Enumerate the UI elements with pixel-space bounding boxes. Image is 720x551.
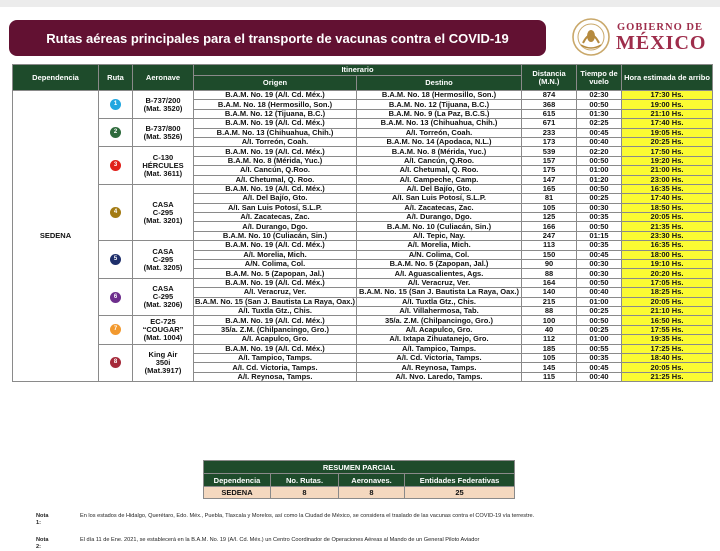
distance-cell: 105 xyxy=(522,353,577,362)
national-seal-icon xyxy=(571,17,611,57)
table-row xyxy=(13,91,713,100)
destination-cell: B.A.M. No. 9 (La Paz, B.C.S.) xyxy=(357,109,522,118)
aircraft-line: B-737/800 xyxy=(145,123,181,133)
aircraft-cell xyxy=(133,316,194,344)
arrival-time-cell: 17:25 Hs. xyxy=(622,344,713,353)
route-number-cell xyxy=(99,278,133,316)
table-row xyxy=(13,278,713,287)
arrival-time-cell: 20:25 Hs. xyxy=(622,137,713,146)
distance-cell: 90 xyxy=(522,260,577,269)
route-badge-icon: 3 xyxy=(110,160,121,171)
origin-cell: A/I. Cancún, Q.Roo. xyxy=(194,166,357,175)
distance-cell: 175 xyxy=(522,166,577,175)
arrival-time-cell: 21:10 Hs. xyxy=(622,109,713,118)
aircraft-cell xyxy=(133,344,194,382)
destination-cell: A/I. Torreón, Coah. xyxy=(357,128,522,137)
distance-cell: 185 xyxy=(522,344,577,353)
destination-cell: A/I. Morelia, Mich. xyxy=(357,241,522,250)
flight-time-cell: 00:50 xyxy=(577,278,622,287)
route-badge-icon: 2 xyxy=(110,127,121,138)
summary-value-entidades: 25 xyxy=(405,487,515,499)
route-number-cell xyxy=(99,91,133,119)
header-tiempo: Tiempo de vuelo xyxy=(577,65,622,91)
flight-time-cell: 00:30 xyxy=(577,260,622,269)
summary-header-entidades: Entidades Federativas xyxy=(405,474,515,487)
origin-cell: B.A.M. No. 13 (Chihuahua, Chih.) xyxy=(194,128,357,137)
logo-line-1: GOBIERNO DE xyxy=(617,22,703,33)
destination-cell: B.A.M. No. 13 (Chihuahua, Chih.) xyxy=(357,119,522,128)
header-hora: Hora estimada de arribo xyxy=(622,65,713,91)
flight-time-cell: 00:50 xyxy=(577,316,622,325)
origin-cell: A/I. Durango, Dgo. xyxy=(194,222,357,231)
flight-time-cell: 00:35 xyxy=(577,353,622,362)
header-ruta: Ruta xyxy=(99,65,133,91)
arrival-time-cell: 20:20 Hs. xyxy=(622,269,713,278)
summary-title: RESUMEN PARCIAL xyxy=(204,461,515,474)
destination-cell: A/N. Colima, Col. xyxy=(357,250,522,259)
header-aeronave: Aeronave xyxy=(133,65,194,91)
distance-cell: 40 xyxy=(522,325,577,334)
aircraft-line: CASA xyxy=(152,199,174,209)
distance-cell: 233 xyxy=(522,128,577,137)
table-row xyxy=(13,147,713,156)
origin-cell: B.A.M. No. 18 (Hermosillo, Son.) xyxy=(194,100,357,109)
arrival-time-cell: 17:30 Hs. xyxy=(622,91,713,100)
origin-cell: B.A.M. No. 19 (A/I. Cd. Méx.) xyxy=(194,316,357,325)
flight-time-cell: 00:40 xyxy=(577,372,622,381)
arrival-time-cell: 17:55 Hs. xyxy=(622,325,713,334)
summary-value-rutas: 8 xyxy=(271,487,339,499)
aircraft-cell xyxy=(133,184,194,240)
aircraft-line: (Mat. 3206) xyxy=(143,300,183,310)
aircraft-line: 350i xyxy=(155,357,171,367)
origin-cell: B.A.M. No. 19 (A/I. Cd. Méx.) xyxy=(194,119,357,128)
aircraft-cell xyxy=(133,278,194,316)
arrival-time-cell: 21:10 Hs. xyxy=(622,306,713,315)
route-badge-icon: 1 xyxy=(110,99,121,110)
logo-line-2: MÉXICO xyxy=(616,32,707,54)
route-badge-icon: 7 xyxy=(110,324,121,335)
arrival-time-cell: 20:05 Hs. xyxy=(622,213,713,222)
flight-time-cell: 02:30 xyxy=(577,91,622,100)
distance-cell: 247 xyxy=(522,231,577,240)
destination-cell: A/I. Veracruz, Ver. xyxy=(357,278,522,287)
aircraft-line: (Mat. 3205) xyxy=(143,262,183,272)
origin-cell: A/I. Zacatecas, Zac. xyxy=(194,213,357,222)
route-badge-icon: 4 xyxy=(110,207,121,218)
distance-cell: 164 xyxy=(522,278,577,287)
aircraft-line: (Mat. 3611) xyxy=(143,168,183,178)
distance-cell: 215 xyxy=(522,297,577,306)
arrival-time-cell: 23:30 Hs. xyxy=(622,231,713,240)
arrival-time-cell: 17:40 Hs. xyxy=(622,194,713,203)
destination-cell: B.A.M. No. 5 (Zapopan, Jal.) xyxy=(357,260,522,269)
aircraft-line: C-295 xyxy=(152,292,174,302)
route-number-cell xyxy=(99,119,133,147)
origin-cell: A/I. Cd. Victoria, Tamps. xyxy=(194,363,357,372)
aircraft-line: CASA xyxy=(152,284,174,294)
route-badge-icon: 8 xyxy=(110,357,121,368)
destination-cell: A/I. Nvo. Laredo, Tamps. xyxy=(357,372,522,381)
arrival-time-cell: 16:35 Hs. xyxy=(622,184,713,193)
flight-time-cell: 00:30 xyxy=(577,269,622,278)
route-number-cell xyxy=(99,316,133,344)
arrival-time-cell: 20:05 Hs. xyxy=(622,297,713,306)
destination-cell: A/I. Reynosa, Tamps. xyxy=(357,363,522,372)
distance-cell: 539 xyxy=(522,147,577,156)
table-row xyxy=(13,344,713,353)
aircraft-cell xyxy=(133,241,194,279)
flight-time-cell: 01:20 xyxy=(577,175,622,184)
origin-cell: A/I. Torreón, Coah. xyxy=(194,137,357,146)
summary-header-aeronaves: Aeronaves. xyxy=(339,474,405,487)
flight-time-cell: 01:00 xyxy=(577,335,622,344)
origin-cell: B.A.M. No. 15 (San J. Bautista La Raya, Oax.) xyxy=(195,297,356,306)
distance-cell: 165 xyxy=(522,184,577,193)
distance-cell: 125 xyxy=(522,213,577,222)
aircraft-line: (Mat. 3201) xyxy=(143,215,183,225)
destination-cell: A/I. Durango, Dgo. xyxy=(357,213,522,222)
origin-cell: B.A.M. No. 19 (A/I. Cd. Méx.) xyxy=(194,184,357,193)
flight-time-cell: 00:40 xyxy=(577,137,622,146)
destination-cell: A/I. Villahermosa, Tab. xyxy=(357,306,522,315)
aircraft-cell xyxy=(133,91,194,119)
arrival-time-cell: 19:20 Hs. xyxy=(622,156,713,165)
aircraft-line: HÉRCULES xyxy=(142,160,184,170)
destination-cell: A/I. Tuxtla Gtz., Chis. xyxy=(357,297,522,306)
distance-cell: 615 xyxy=(522,109,577,118)
header-dependencia: Dependencia xyxy=(13,65,99,91)
distance-cell: 157 xyxy=(522,156,577,165)
origin-cell: B.A.M. No. 19 (A/I. Cd. Méx.) xyxy=(194,344,357,353)
arrival-time-cell: 21:25 Hs. xyxy=(622,372,713,381)
route-badge-icon: 6 xyxy=(110,292,121,303)
aircraft-line: (Mat. 1004) xyxy=(143,332,183,342)
destination-cell: A/I. Tepic, Nay. xyxy=(357,231,522,240)
destination-cell: B.A.M. No. 8 (Mérida, Yuc.) xyxy=(357,147,522,156)
route-number-cell xyxy=(99,147,133,185)
flight-time-cell: 01:00 xyxy=(577,166,622,175)
flight-time-cell: 00:35 xyxy=(577,213,622,222)
origin-cell: 35/a. Z.M. (Chilpancingo, Gro.) xyxy=(194,325,357,334)
arrival-time-cell: 19:10 Hs. xyxy=(622,260,713,269)
destination-cell: A/I. Tampico, Tamps. xyxy=(357,344,522,353)
arrival-time-cell: 16:50 Hs. xyxy=(622,316,713,325)
table-row xyxy=(13,241,713,250)
arrival-time-cell: 18:40 Hs. xyxy=(622,353,713,362)
origin-cell: B.A.M. No. 10 (Culiacán, Sin.) xyxy=(194,231,357,240)
summary-table xyxy=(203,460,515,499)
flight-time-cell: 00:30 xyxy=(577,203,622,212)
destination-cell: 35/a. Z.M. (Chilpancingo, Gro.) xyxy=(357,316,522,325)
distance-cell: 88 xyxy=(522,269,577,278)
table-row xyxy=(13,316,713,325)
flight-time-cell: 02:25 xyxy=(577,119,622,128)
flight-time-cell: 00:25 xyxy=(577,306,622,315)
flight-time-cell: 00:50 xyxy=(577,100,622,109)
distance-cell: 368 xyxy=(522,100,577,109)
distance-cell: 147 xyxy=(522,175,577,184)
arrival-time-cell: 19:35 Hs. xyxy=(622,335,713,344)
table-row xyxy=(13,184,713,193)
destination-cell: B.A.M. No. 14 (Apodaca, N.L.) xyxy=(357,137,522,146)
aircraft-line: C-295 xyxy=(152,254,174,264)
destination-cell: A/I. San Luis Potosí, S.L.P. xyxy=(357,194,522,203)
aircraft-line: King Air xyxy=(148,349,178,359)
flight-time-cell: 00:40 xyxy=(577,288,622,297)
distance-cell: 113 xyxy=(522,241,577,250)
destination-cell: B.A.M. No. 12 (Tijuana, B.C.) xyxy=(357,100,522,109)
flight-time-cell: 01:15 xyxy=(577,231,622,240)
distance-cell: 105 xyxy=(522,203,577,212)
distance-cell: 88 xyxy=(522,306,577,315)
flight-time-cell: 00:25 xyxy=(577,325,622,334)
flight-time-cell: 00:25 xyxy=(577,194,622,203)
destination-cell: A/I. Ixtapa Zihuatanejo, Gro. xyxy=(357,335,522,344)
flight-time-cell: 00:55 xyxy=(577,344,622,353)
arrival-time-cell: 23:00 Hs. xyxy=(622,175,713,184)
header-origen: Origen xyxy=(194,75,357,90)
flight-time-cell: 00:45 xyxy=(577,363,622,372)
destination-cell: A/I. Del Bajío, Gto. xyxy=(357,184,522,193)
flight-time-cell: 02:20 xyxy=(577,147,622,156)
gobierno-de-mexico-logo xyxy=(571,17,711,57)
aircraft-line: C-295 xyxy=(152,207,174,217)
aircraft-cell xyxy=(133,119,194,147)
arrival-time-cell: 18:00 Hs. xyxy=(622,250,713,259)
summary-header-rutas: No. Rutas. xyxy=(271,474,339,487)
aircraft-cell xyxy=(133,147,194,185)
origin-cell: B.A.M. No. 8 (Mérida, Yuc.) xyxy=(194,156,357,165)
origin-cell: B.A.M. No. 5 (Zapopan, Jal.) xyxy=(194,269,357,278)
flight-time-cell: 01:30 xyxy=(577,109,622,118)
distance-cell: 140 xyxy=(522,288,577,297)
origin-cell: B.A.M. No. 19 (A/I. Cd. Méx.) xyxy=(194,241,357,250)
distance-cell: 112 xyxy=(522,335,577,344)
distance-cell: 81 xyxy=(522,194,577,203)
arrival-time-cell: 21:35 Hs. xyxy=(622,222,713,231)
aircraft-line: (Mat. 3526) xyxy=(143,131,183,141)
origin-cell: B.A.M. No. 19 (A/I. Cd. Méx.) xyxy=(194,91,357,100)
destination-cell: A/I. Cancún, Q.Roo. xyxy=(357,156,522,165)
document-title: Rutas aéreas principales para el transporte de vacunas contra el COVID-19 xyxy=(46,30,509,46)
flight-time-cell: 01:00 xyxy=(577,297,622,306)
origin-cell: A/I. Tuxtla Gtz., Chis. xyxy=(194,306,357,315)
summary-value-aeronaves: 8 xyxy=(339,487,405,499)
note-1-label: Nota 1: xyxy=(36,513,49,526)
routes-body xyxy=(13,91,713,382)
destination-cell: A/I. Acapulco, Gro. xyxy=(357,325,522,334)
destination-cell: A/I. Campeche, Camp. xyxy=(357,175,522,184)
aircraft-line: “COUGAR” xyxy=(142,324,184,334)
distance-cell: 671 xyxy=(522,119,577,128)
header-itinerario: Itinerario xyxy=(194,65,522,76)
distance-cell: 173 xyxy=(522,137,577,146)
flight-time-cell: 00:50 xyxy=(577,184,622,193)
summary-value-dependencia: SEDENA xyxy=(204,487,271,499)
arrival-time-cell: 17:05 Hs. xyxy=(622,278,713,287)
arrival-time-cell: 19:00 Hs. xyxy=(622,100,713,109)
origin-cell: A/I. Chetumal, Q. Roo. xyxy=(194,175,357,184)
destination-cell: B.A.M. No. 15 (San J. Bautista La Raya, Oax.) xyxy=(357,288,522,297)
origin-cell: A/I. Tampico, Tamps. xyxy=(194,353,357,362)
destination-cell: A/I. Chetumal, Q. Roo. xyxy=(357,166,522,175)
arrival-time-cell: 19:05 Hs. xyxy=(622,128,713,137)
origin-cell: A/I. Acapulco, Gro. xyxy=(194,335,357,344)
route-number-cell xyxy=(99,344,133,382)
flight-time-cell: 00:45 xyxy=(577,128,622,137)
distance-cell: 145 xyxy=(522,363,577,372)
distance-cell: 874 xyxy=(522,91,577,100)
origin-cell: A/I. Veracruz, Ver. xyxy=(194,288,357,297)
route-number-cell xyxy=(99,184,133,240)
aircraft-line: C-130 xyxy=(152,152,174,162)
destination-cell: A/I. Cd. Victoria, Tamps. xyxy=(357,353,522,362)
dependencia-cell: SEDENA xyxy=(13,91,99,382)
destination-cell: B.A.M. No. 10 (Culiacán, Sin.) xyxy=(357,222,522,231)
origin-cell: B.A.M. No. 12 (Tijuana, B.C.) xyxy=(194,109,357,118)
top-rule xyxy=(0,0,720,7)
origin-cell: A/N. Colima, Col. xyxy=(194,260,357,269)
flight-time-cell: 00:50 xyxy=(577,222,622,231)
arrival-time-cell: 20:05 Hs. xyxy=(622,363,713,372)
route-badge-icon: 5 xyxy=(110,254,121,265)
origin-cell: B.A.M. No. 19 (A/I. Cd. Méx.) xyxy=(194,147,357,156)
arrival-time-cell: 18:25 Hs. xyxy=(622,288,713,297)
flight-time-cell: 00:50 xyxy=(577,156,622,165)
distance-cell: 150 xyxy=(522,250,577,259)
routes-table xyxy=(12,64,713,382)
arrival-time-cell: 17:50 Hs. xyxy=(622,147,713,156)
title-banner xyxy=(9,20,546,56)
arrival-time-cell: 18:50 Hs. xyxy=(622,203,713,212)
distance-cell: 166 xyxy=(522,222,577,231)
destination-cell: B.A.M. No. 18 (Hermosillo, Son.) xyxy=(357,91,522,100)
flight-time-cell: 00:35 xyxy=(577,241,622,250)
aircraft-line: EC-725 xyxy=(150,316,176,326)
origin-cell: A/I. Reynosa, Tamps. xyxy=(194,372,357,381)
origin-cell: A/I. Del Bajío, Gto. xyxy=(194,194,357,203)
note-2-text: El día 11 de Ene. 2021, se establecerá en la B.A.M. No. 19 (A/I. Cd. Méx.) un Centro Coordinador de Operaciones Aéreas al Mando de un General Piloto Aviador xyxy=(80,537,480,543)
header-destino: Destino xyxy=(357,75,522,90)
header-distancia: Distancia (M.N.) xyxy=(522,65,577,91)
arrival-time-cell: 21:00 Hs. xyxy=(622,166,713,175)
note-1-text: En los estados de Hidalgo, Querétaro, Edo. Méx., Puebla, Tlaxcala y Morelos, así como la Ciudad de México, se considera el traslado de las vacunas contra el COVID-19 vía terrestre. xyxy=(80,513,535,519)
note-2-label: Nota 2: xyxy=(36,537,49,550)
route-number-cell xyxy=(99,241,133,279)
aircraft-line: CASA xyxy=(152,246,174,256)
aircraft-line: B-737/200 xyxy=(145,95,181,105)
origin-cell: B.A.M. No. 19 (A/I. Cd. Méx.) xyxy=(194,278,357,287)
aircraft-line: (Mat.3917) xyxy=(144,365,182,375)
distance-cell: 100 xyxy=(522,316,577,325)
distance-cell: 115 xyxy=(522,372,577,381)
aircraft-line: (Mat. 3520) xyxy=(143,103,183,113)
destination-cell: A/I. Aguascalientes, Ags. xyxy=(357,269,522,278)
arrival-time-cell: 17:40 Hs. xyxy=(622,119,713,128)
arrival-time-cell: 16:35 Hs. xyxy=(622,241,713,250)
origin-cell: A/I. Morelia, Mich. xyxy=(194,250,357,259)
flight-time-cell: 00:45 xyxy=(577,250,622,259)
table-row xyxy=(13,119,713,128)
destination-cell: A/I. Zacatecas, Zac. xyxy=(357,203,522,212)
summary-header-dependencia: Dependencia xyxy=(204,474,271,487)
origin-cell: A/I. San Luis Potosí, S.L.P. xyxy=(194,203,357,212)
